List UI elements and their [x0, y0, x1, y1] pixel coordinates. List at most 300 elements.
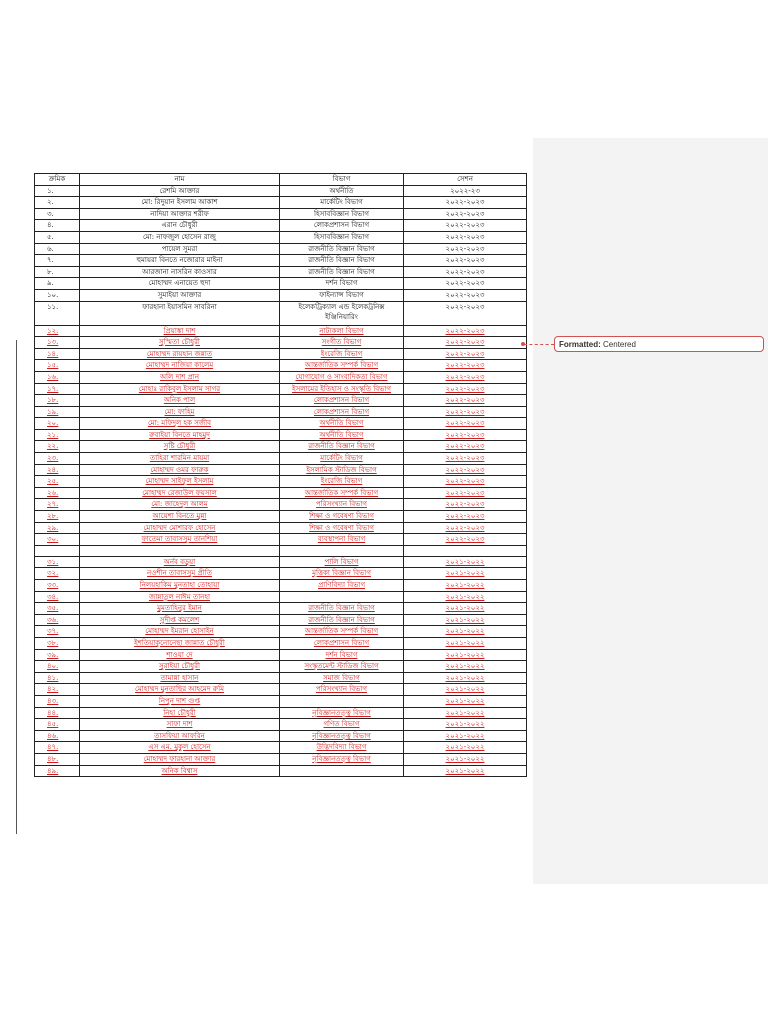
cell-serial	[35, 255, 80, 267]
cell-name	[80, 649, 280, 661]
cell-text: অর্থনীতি বিভাগ	[319, 419, 364, 428]
cell-serial	[35, 208, 80, 220]
cell-serial	[35, 371, 80, 383]
cell-department	[280, 765, 404, 777]
cell-text: ৩৭.	[47, 627, 59, 636]
cell-serial	[35, 289, 80, 301]
cell-serial	[35, 534, 80, 546]
cell-name	[80, 441, 280, 453]
cell-text: ৩.	[47, 209, 54, 218]
cell-text: রুবাইয়া বিনতে মাহমুদ	[149, 430, 210, 439]
cell-text: ব্যবস্থাপনা বিভাগ	[317, 535, 366, 544]
cell-text: নৃবিজ্ঞানতত্ত্ব বিভাগ	[312, 731, 371, 740]
table-row	[35, 672, 527, 684]
cell-text: আন্তর্জাতিক সম্পর্ক বিভাগ	[304, 627, 379, 636]
cell-text: অর্থনীতি বিভাগ	[319, 430, 364, 439]
cell-text: ৪১.	[47, 673, 59, 682]
cell-text: হিসাববিজ্ঞান বিভাগ	[314, 209, 369, 218]
cell-text: ২৮.	[47, 512, 59, 521]
header-session: সেশন	[404, 174, 527, 186]
cell-department	[280, 208, 404, 220]
cell-session	[404, 476, 527, 488]
cell-department	[280, 522, 404, 534]
cell-name	[80, 522, 280, 534]
cell-text: সংস্কৃতমেন্ট স্টাডিজ বিভাগ	[304, 662, 379, 671]
cell-name	[80, 499, 280, 511]
comment-value: Centered	[603, 340, 636, 349]
cell-name	[80, 185, 280, 197]
table-row	[35, 208, 527, 220]
table-row	[35, 580, 527, 592]
cell-text: নাট্যকলা বিভাগ	[319, 326, 364, 335]
cell-text: শিক্ষা ও গবেষণা বিভাগ	[309, 523, 374, 532]
cell-text: দর্শন বিভাগ	[325, 650, 358, 659]
table-row	[35, 231, 527, 243]
cell-text: ৪৬.	[47, 731, 59, 740]
cell-text: ৯.	[47, 279, 54, 288]
cell-text: সুমাইয়া আক্তার	[157, 290, 202, 299]
cell-text: ১০.	[47, 290, 59, 299]
cell-session	[404, 266, 527, 278]
cell-serial	[35, 719, 80, 731]
cell-name	[80, 580, 280, 592]
cell-department	[280, 371, 404, 383]
cell-text: ৩৪.	[47, 592, 59, 601]
cell-text: মো: মফিদুল হক সজীব	[147, 419, 212, 428]
cell-text: লোকপ্রশাসন বিভাগ	[313, 638, 370, 647]
cell-session	[404, 534, 527, 546]
cell-text: রাজনীতি বিজ্ঞান বিভাগ	[308, 244, 375, 253]
cell-text: মোহাম্মদ সাইফুল ইসলাম	[145, 477, 214, 486]
cell-session	[404, 453, 527, 465]
cell-text: ইসলামিক স্টাডিজ বিভাগ	[306, 465, 377, 474]
table-row	[35, 243, 527, 255]
cell-name	[80, 684, 280, 696]
header-serial: ক্রমিক	[35, 174, 80, 186]
cell-session	[404, 464, 527, 476]
cell-session	[404, 208, 527, 220]
cell-text: সংগীত বিভাগ	[321, 338, 362, 347]
cell-session	[404, 753, 527, 765]
cell-text: মোহাঃ রাকিবুল ইসলাম সাগর	[138, 384, 221, 393]
cell-serial	[35, 325, 80, 337]
cell-text: ২০২২-২০২৩	[445, 338, 485, 347]
cell-name	[80, 418, 280, 430]
cell-serial	[35, 684, 80, 696]
cell-text: মো: ফাহিম	[164, 407, 195, 416]
cell-text: মোহাম্মদ এনায়েত হুদা	[148, 279, 211, 288]
cell-name	[80, 371, 280, 383]
table-row	[35, 637, 527, 649]
cell-text: ২০২১-২০২২	[445, 766, 485, 775]
cell-department	[280, 534, 404, 546]
cell-text: ২০২২-২০২৩	[445, 290, 485, 299]
cell-text: ১৭.	[47, 384, 59, 393]
cell-department	[280, 266, 404, 278]
cell-text: ২০২২-২০২৩	[445, 349, 485, 358]
cell-name	[80, 406, 280, 418]
cell-text: নৃবিজ্ঞানতত্ত্ব বিভাগ	[312, 754, 371, 763]
cell-session	[404, 429, 527, 441]
cell-text: ৪৮.	[47, 754, 59, 763]
cell-text: ২০২১-২০২২	[445, 627, 485, 636]
blank-cell	[80, 545, 280, 556]
cell-session	[404, 337, 527, 349]
cell-name	[80, 614, 280, 626]
cell-text: ২১.	[47, 430, 59, 439]
table-row	[35, 591, 527, 603]
cell-department	[280, 695, 404, 707]
cell-session	[404, 511, 527, 523]
cell-text: মার্কেটিং বিভাগ	[320, 198, 363, 207]
cell-text: ৩২.	[47, 569, 59, 578]
table-row	[35, 649, 527, 661]
cell-text: মুমতাহিনুর ইমান	[157, 604, 202, 613]
table-row	[35, 266, 527, 278]
cell-department	[280, 453, 404, 465]
table-row	[35, 429, 527, 441]
cell-text: ৩৮.	[47, 638, 59, 647]
cell-text: ৫.	[47, 232, 54, 241]
cell-name	[80, 220, 280, 232]
cell-text: ফারহানা ইয়াসমিন সাবরিনা	[142, 302, 217, 311]
table-row	[35, 325, 527, 337]
cell-department	[280, 487, 404, 499]
table-row	[35, 278, 527, 290]
cell-department	[280, 255, 404, 267]
cell-name	[80, 742, 280, 754]
cell-text: ৪৯.	[47, 766, 59, 775]
cell-name	[80, 231, 280, 243]
cell-serial	[35, 556, 80, 568]
cell-serial	[35, 511, 80, 523]
cell-text: ২০২১-২০২২	[445, 685, 485, 694]
cell-text: ২০২২-২০২৩	[445, 221, 485, 230]
table-row	[35, 522, 527, 534]
cell-text: ২০২১-২০২২	[445, 754, 485, 763]
cell-session	[404, 672, 527, 684]
cell-department	[280, 684, 404, 696]
cell-text: মোহাম্মদ মোশারফ হোসেন	[143, 523, 216, 532]
cell-name	[80, 730, 280, 742]
cell-name	[80, 556, 280, 568]
cell-text: ২০২২-২০২৩	[445, 361, 485, 370]
cell-name	[80, 278, 280, 290]
cell-serial	[35, 348, 80, 360]
cell-session	[404, 185, 527, 197]
cell-text: ২০২২-২০২৩	[445, 302, 485, 311]
cell-text: মো: জাহেদুল আলম	[151, 500, 208, 509]
cell-text: পায়েল সুমরা	[161, 244, 198, 253]
blank-cell	[280, 545, 404, 556]
cell-name	[80, 637, 280, 649]
table-row	[35, 337, 527, 349]
table-row	[35, 742, 527, 754]
cell-text: মোহাম্মদ মুনতাছির আহমেদ রুমি	[135, 685, 224, 694]
cell-session	[404, 568, 527, 580]
cell-department	[280, 649, 404, 661]
cell-text: ইসলামের ইতিহাস ও সংস্কৃতি বিভাগ	[291, 384, 391, 393]
cell-serial	[35, 360, 80, 372]
cell-department	[280, 418, 404, 430]
cell-department	[280, 231, 404, 243]
cell-session	[404, 661, 527, 673]
table-row	[35, 765, 527, 777]
cell-text: ১১.	[47, 302, 59, 311]
cell-text: ২৩.	[47, 454, 59, 463]
table-row	[35, 255, 527, 267]
table-row	[35, 695, 527, 707]
cell-serial	[35, 476, 80, 488]
cell-text: ২০২২-২০২৩	[445, 430, 485, 439]
cell-name	[80, 626, 280, 638]
cell-session	[404, 395, 527, 407]
cell-serial	[35, 395, 80, 407]
cell-text: ২০২২-২০২৩	[445, 279, 485, 288]
cell-serial	[35, 742, 80, 754]
cell-session	[404, 360, 527, 372]
cell-text: অনিক পাল	[163, 396, 196, 405]
cell-text: ৪.	[47, 221, 54, 230]
cell-text: যোগাযোগ ও সাংবাদিকতা বিভাগ	[295, 372, 388, 381]
comment-pane	[533, 138, 768, 884]
table-row	[35, 753, 527, 765]
cell-text: জান্নাতুল নাঈম তানহা	[148, 592, 211, 601]
table-row	[35, 406, 527, 418]
cell-text: ফাইন্যান্স বিভাগ	[319, 290, 364, 299]
table-row	[35, 383, 527, 395]
comment-label: Formatted:	[559, 340, 601, 349]
table-row	[35, 453, 527, 465]
table-row	[35, 684, 527, 696]
table-row	[35, 511, 527, 523]
cell-text: ১৩.	[47, 338, 59, 347]
cell-text: ৪৩.	[47, 696, 59, 705]
cell-department	[280, 626, 404, 638]
cell-department	[280, 568, 404, 580]
cell-text: ৩৬.	[47, 615, 59, 624]
cell-serial	[35, 626, 80, 638]
cell-serial	[35, 278, 80, 290]
cell-session	[404, 695, 527, 707]
cell-name	[80, 534, 280, 546]
cell-text: ২০২২-২০২৩	[445, 396, 485, 405]
cell-name	[80, 661, 280, 673]
cell-text: ৪৫.	[47, 720, 59, 729]
cell-name	[80, 453, 280, 465]
cell-serial	[35, 603, 80, 615]
cell-text: ৩১.	[47, 557, 59, 566]
cell-text: ৪৭.	[47, 743, 59, 752]
cell-text: মোহাম্মদ রেজাউল ফয়সাল	[142, 488, 217, 497]
cell-department	[280, 395, 404, 407]
cell-text: আরজানা নাসরিন কাওসার	[142, 267, 217, 276]
cell-serial	[35, 231, 80, 243]
table-row	[35, 360, 527, 372]
cell-text: ২০২২-২০২৩	[445, 523, 485, 532]
cell-text: ১৬.	[47, 372, 59, 381]
cell-department	[280, 301, 404, 325]
cell-text: এরান চৌধুরী	[161, 221, 198, 230]
cell-text: ১৯.	[47, 407, 59, 416]
cell-text: মোহাম্মদ ওমর ফারুক	[150, 465, 209, 474]
cell-text: অনিক বিশ্বাস	[161, 766, 198, 775]
table-row	[35, 476, 527, 488]
cell-text: ২৫.	[47, 477, 59, 486]
cell-text: আন্তর্জাতিক সম্পর্ক বিভাগ	[304, 361, 379, 370]
cell-session	[404, 707, 527, 719]
cell-session	[404, 301, 527, 325]
cell-text: ইংরেজি বিভাগ	[320, 349, 363, 358]
cell-department	[280, 753, 404, 765]
cell-text: নওশীন তাবাসসুম প্রীতি	[147, 569, 212, 578]
cell-text: এস এম. মুকুল হোসেন	[148, 743, 211, 752]
formatting-comment-balloon[interactable]	[554, 336, 764, 352]
cell-text: ২০২২-২০২৩	[445, 500, 485, 509]
cell-serial	[35, 568, 80, 580]
cell-text: ২০২২-২০২৩	[445, 477, 485, 486]
cell-serial	[35, 197, 80, 209]
cell-session	[404, 231, 527, 243]
cell-text: ২০২২-২০২৩	[445, 419, 485, 428]
cell-name	[80, 753, 280, 765]
cell-text: হুমায়রা বিনতে নজোরার মাইনা	[136, 256, 223, 265]
cell-session	[404, 348, 527, 360]
cell-text: ২০.	[47, 419, 59, 428]
cell-text: শিক্ষা ও গবেষণা বিভাগ	[309, 512, 374, 521]
cell-session	[404, 487, 527, 499]
cell-text: ২২.	[47, 442, 59, 451]
cell-serial	[35, 730, 80, 742]
cell-session	[404, 243, 527, 255]
cell-department	[280, 325, 404, 337]
cell-serial	[35, 185, 80, 197]
cell-text: লোকপ্রশাসন বিভাগ	[313, 396, 370, 405]
table-row	[35, 185, 527, 197]
cell-text: গণিত বিভাগ	[323, 720, 360, 729]
cell-session	[404, 441, 527, 453]
cell-session	[404, 765, 527, 777]
cell-department	[280, 730, 404, 742]
cell-session	[404, 742, 527, 754]
cell-serial	[35, 441, 80, 453]
cell-text: ২০২২-২০২৩	[445, 384, 485, 393]
table-row	[35, 464, 527, 476]
cell-serial	[35, 243, 80, 255]
cell-text: সৃষ্টি চৌধুরী	[163, 442, 196, 451]
cell-session	[404, 406, 527, 418]
cell-department	[280, 243, 404, 255]
cell-text: তাসফিয়া আফরিন	[154, 731, 205, 740]
cell-text: ২৭.	[47, 500, 59, 509]
cell-serial	[35, 220, 80, 232]
cell-text: মৃত্তিকা বিজ্ঞান বিভাগ	[312, 569, 371, 578]
cell-text: ২০২১-২০২২	[445, 581, 485, 589]
cell-session	[404, 371, 527, 383]
cell-serial	[35, 591, 80, 603]
cell-serial	[35, 637, 80, 649]
cell-serial	[35, 649, 80, 661]
student-table	[34, 173, 527, 777]
cell-serial	[35, 487, 80, 499]
cell-name	[80, 707, 280, 719]
cell-text: সুরাইয়া চৌধুরী	[159, 662, 200, 671]
cell-text: লোকপ্রশাসন বিভাগ	[313, 221, 370, 230]
cell-text: অর্নব বড়ুয়া	[163, 557, 196, 566]
cell-name	[80, 243, 280, 255]
cell-session	[404, 278, 527, 290]
header-name: নাম	[80, 174, 280, 186]
cell-text: ২০২২-২০২৩	[445, 232, 485, 241]
cell-department	[280, 603, 404, 615]
cell-serial	[35, 266, 80, 278]
cell-text: ২০২১-২০২২	[445, 696, 485, 705]
cell-text: রেশমি আক্তার	[159, 186, 200, 195]
table-row	[35, 707, 527, 719]
cell-text: রাজনীতি বিজ্ঞান বিভাগ	[308, 442, 375, 451]
cell-name	[80, 301, 280, 325]
cell-text: পরিসংখ্যান বিভাগ	[315, 500, 368, 509]
cell-text: নাদিয়া আক্তার শরীফ	[150, 209, 209, 218]
cell-text: ১৪.	[47, 349, 59, 358]
cell-text: ১৮.	[47, 396, 59, 405]
cell-department	[280, 429, 404, 441]
table-row	[35, 730, 527, 742]
cell-text: ৩৯.	[47, 650, 59, 659]
cell-serial	[35, 464, 80, 476]
table-row	[35, 603, 527, 615]
table-row	[35, 487, 527, 499]
cell-session	[404, 220, 527, 232]
cell-text: ২০২১-২০২২	[445, 673, 485, 682]
cell-department	[280, 441, 404, 453]
cell-text: ইলেকট্রিক্যাল এন্ড ইলেকট্রনিক্স ইঞ্জিনিয়ারিং	[298, 302, 385, 322]
cell-text: প্রিয়াঙ্কা দাশ	[163, 326, 196, 335]
cell-text: ২০২২-২০২৩	[445, 488, 485, 497]
cell-serial	[35, 383, 80, 395]
cell-name	[80, 208, 280, 220]
cell-text: ২০২২-২০২৩	[445, 256, 485, 265]
cell-session	[404, 255, 527, 267]
cell-session	[404, 684, 527, 696]
cell-text: মো: নাফজুল হোসেন রাজু	[143, 232, 216, 241]
cell-serial	[35, 301, 80, 325]
cell-name	[80, 591, 280, 603]
cell-text: ২০২১-২০২২	[445, 662, 485, 671]
cell-department	[280, 499, 404, 511]
table-row	[35, 348, 527, 360]
cell-serial	[35, 695, 80, 707]
cell-text: ১৫.	[47, 361, 59, 370]
cell-text: ২০২২-২০২৩	[445, 454, 485, 463]
cell-text: দর্শন বিভাগ	[325, 279, 358, 288]
cell-department	[280, 197, 404, 209]
comment-connector	[524, 344, 554, 345]
cell-name	[80, 289, 280, 301]
cell-serial	[35, 614, 80, 626]
cell-serial	[35, 707, 80, 719]
cell-text: ২০২১-২০২২	[445, 557, 485, 566]
cell-text: তাহিরা শারমিন মায়মা	[149, 454, 210, 463]
cell-name	[80, 395, 280, 407]
cell-department	[280, 556, 404, 568]
cell-session	[404, 556, 527, 568]
cell-text: ২০২১-২০২২	[445, 638, 485, 647]
cell-serial	[35, 337, 80, 349]
cell-session	[404, 418, 527, 430]
cell-text: ২০২২-২০২৩	[445, 198, 485, 207]
table-row	[35, 661, 527, 673]
